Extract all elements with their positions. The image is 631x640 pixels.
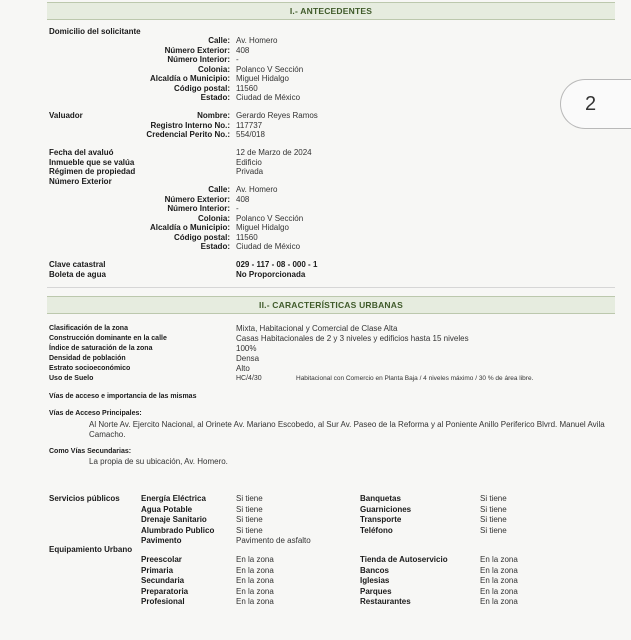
equipamiento-label: Equipamiento Urbano bbox=[49, 545, 133, 554]
service-name: Pavimento bbox=[141, 536, 182, 545]
equipment-value: En la zona bbox=[480, 576, 518, 585]
inmueble-label: Inmueble que se valúa bbox=[49, 157, 135, 167]
equipment-value: En la zona bbox=[480, 565, 518, 575]
field-label: Número Exterior: bbox=[164, 45, 230, 55]
equipment-name: Secundaria bbox=[141, 576, 185, 585]
field-value: 408 bbox=[236, 194, 250, 204]
fecha-label: Fecha del avaluó bbox=[49, 148, 114, 157]
field-value: Alto bbox=[236, 364, 250, 373]
numero-exterior-label: Número Exterior bbox=[49, 176, 112, 186]
field-label: Número Exterior: bbox=[164, 194, 230, 204]
field-value: Densa bbox=[236, 354, 260, 363]
section-title: II.- CARACTERÍSTICAS URBANAS bbox=[259, 300, 403, 310]
field-value: 554/018 bbox=[236, 130, 265, 139]
page-number-badge bbox=[560, 79, 631, 129]
service-value: Si tiene bbox=[480, 494, 507, 503]
equipment-value: En la zona bbox=[236, 576, 274, 585]
equipment-value: En la zona bbox=[480, 555, 518, 564]
field-value: 11560 bbox=[236, 83, 258, 93]
equipment-name: Preescolar bbox=[141, 555, 182, 564]
service-value: Si tiene bbox=[236, 525, 263, 535]
section-header-antecedentes bbox=[47, 2, 615, 20]
field-value: Casas Habitacionales de 2 y 3 niveles y edificios hasta 15 niveles bbox=[236, 334, 469, 343]
domicilio-heading: Domicilio del solicitante bbox=[49, 27, 141, 36]
service-value: Si tiene bbox=[236, 515, 263, 524]
field-label: Calle: bbox=[208, 36, 230, 45]
field-label: Construcción dominante en la calle bbox=[49, 335, 167, 342]
fecha-value: 12 de Marzo de 2024 bbox=[236, 148, 312, 157]
field-value: Polanco V Sección bbox=[236, 213, 304, 223]
boleta-agua-label: Boleta de agua bbox=[49, 269, 106, 279]
equipment-value: En la zona bbox=[236, 555, 274, 564]
field-label: Uso de Suelo bbox=[49, 375, 94, 382]
service-value: Si tiene bbox=[236, 504, 263, 514]
field-value: Av. Homero bbox=[236, 36, 278, 45]
service-name: Agua Potable bbox=[141, 504, 193, 514]
page-number: 2 bbox=[585, 92, 597, 115]
field-value: Miguel Hidalgo bbox=[236, 223, 289, 232]
vias-heading: Vías de acceso e importancia de las mismas bbox=[49, 393, 197, 400]
equipment-name: Bancos bbox=[360, 565, 389, 575]
equipment-value: En la zona bbox=[236, 597, 274, 606]
section-header-caracteristicas-urbanas bbox=[47, 296, 615, 314]
field-label: Clasificación de la zona bbox=[49, 325, 128, 332]
field-value: - bbox=[236, 204, 239, 213]
service-name: Guarniciones bbox=[360, 504, 412, 514]
equipment-value: En la zona bbox=[480, 597, 518, 606]
field-value: HC/4/30 bbox=[236, 375, 262, 382]
service-name: Alumbrado Publico bbox=[141, 525, 215, 535]
field-label: Código postal: bbox=[174, 83, 230, 93]
field-value: Ciudad de México bbox=[236, 242, 301, 251]
field-value: 408 bbox=[236, 45, 250, 55]
valuador-heading: Valuador bbox=[49, 111, 83, 120]
vias-secundarias-text: La propia de su ubicación, Av. Homero. bbox=[89, 457, 228, 466]
service-name: Banquetas bbox=[360, 494, 401, 503]
field-value: Polanco V Sección bbox=[236, 64, 304, 74]
field-value: Gerardo Reyes Ramos bbox=[236, 111, 318, 120]
field-value: - bbox=[236, 55, 239, 64]
service-value: Si tiene bbox=[480, 504, 507, 514]
regimen-label: Régimen de propiedad bbox=[49, 167, 136, 176]
field-label: Densidad de población bbox=[49, 355, 126, 362]
servicios-label: Servicios públicos bbox=[49, 494, 120, 503]
field-label: Código postal: bbox=[174, 232, 230, 242]
equipment-value: En la zona bbox=[236, 565, 274, 575]
service-value: Si tiene bbox=[480, 525, 507, 535]
field-value: Miguel Hidalgo bbox=[236, 74, 289, 83]
service-name: Transporte bbox=[360, 515, 402, 524]
field-label: Estrato socioeconómico bbox=[49, 365, 131, 372]
field-label: Colonia: bbox=[198, 64, 230, 74]
regimen-value: Privada bbox=[236, 167, 264, 176]
field-value: 117737 bbox=[236, 120, 263, 130]
vias-principales-text-cont: Camacho. bbox=[89, 430, 126, 439]
section-title: I.- ANTECEDENTES bbox=[289, 6, 373, 16]
field-label: Índice de saturación de la zona bbox=[49, 345, 153, 352]
field-label: Credencial Perito No.: bbox=[146, 130, 230, 139]
equipment-name: Primaria bbox=[141, 565, 174, 575]
service-name: Teléfono bbox=[360, 525, 393, 535]
field-value: 100% bbox=[236, 344, 257, 353]
vias-principales-text: Al Norte Av. Ejercito Nacional, al Orinete Av. Mariano Escobedo, al Sur Av. Paseo de la Reforma y al Poniente Anillo Periferico Blvrd. Manuel Avila bbox=[89, 420, 605, 429]
equipment-name: Preparatoria bbox=[141, 586, 189, 596]
uso-suelo-description: Habitacional con Comercio en Planta Baja / 4 niveles máximo / 30 % de área libre. bbox=[296, 375, 534, 382]
field-label: Estado: bbox=[200, 93, 230, 102]
equipment-name: Iglesias bbox=[360, 576, 390, 585]
field-value: Av. Homero bbox=[236, 185, 278, 194]
field-label: Nombre: bbox=[197, 111, 230, 120]
vias-principales-label: Vías de Acceso Principales: bbox=[49, 410, 142, 417]
field-label: Alcaldía o Municipio: bbox=[149, 223, 230, 232]
field-value: 11560 bbox=[236, 232, 258, 242]
field-label: Colonia: bbox=[198, 213, 230, 223]
inmueble-value: Edificio bbox=[236, 157, 262, 167]
clave-catastral-label: Clave catastral bbox=[49, 260, 106, 269]
field-value: Ciudad de México bbox=[236, 93, 301, 102]
field-label: Calle: bbox=[208, 185, 230, 194]
vias-secundarias-label: Como Vías Secundarias: bbox=[49, 448, 132, 455]
equipment-name: Restaurantes bbox=[360, 597, 411, 606]
divider bbox=[47, 287, 615, 288]
service-name: Energía Eléctrica bbox=[141, 494, 206, 503]
field-label: Alcaldía o Municipio: bbox=[149, 74, 230, 83]
service-value: Si tiene bbox=[236, 494, 263, 503]
field-label: Registro Interno No.: bbox=[150, 120, 230, 130]
field-value: Mixta, Habitacional y Comercial de Clase Alta bbox=[236, 324, 398, 333]
service-name: Drenaje Sanitario bbox=[141, 515, 207, 524]
equipment-name: Profesional bbox=[141, 597, 185, 606]
equipment-value: En la zona bbox=[236, 586, 274, 596]
equipment-name: Parques bbox=[360, 586, 392, 596]
equipment-name: Tienda de Autoservicio bbox=[360, 555, 448, 564]
service-value: Pavimento de asfalto bbox=[236, 536, 311, 545]
field-label: Número Interior: bbox=[167, 55, 230, 64]
boleta-agua-value: No Proporcionada bbox=[236, 269, 306, 279]
field-label: Número Interior: bbox=[167, 204, 230, 213]
field-label: Estado: bbox=[200, 242, 230, 251]
clave-catastral-value: 029 - 117 - 08 - 000 - 1 bbox=[236, 260, 318, 269]
equipment-value: En la zona bbox=[480, 586, 518, 596]
service-value: Si tiene bbox=[480, 515, 507, 524]
